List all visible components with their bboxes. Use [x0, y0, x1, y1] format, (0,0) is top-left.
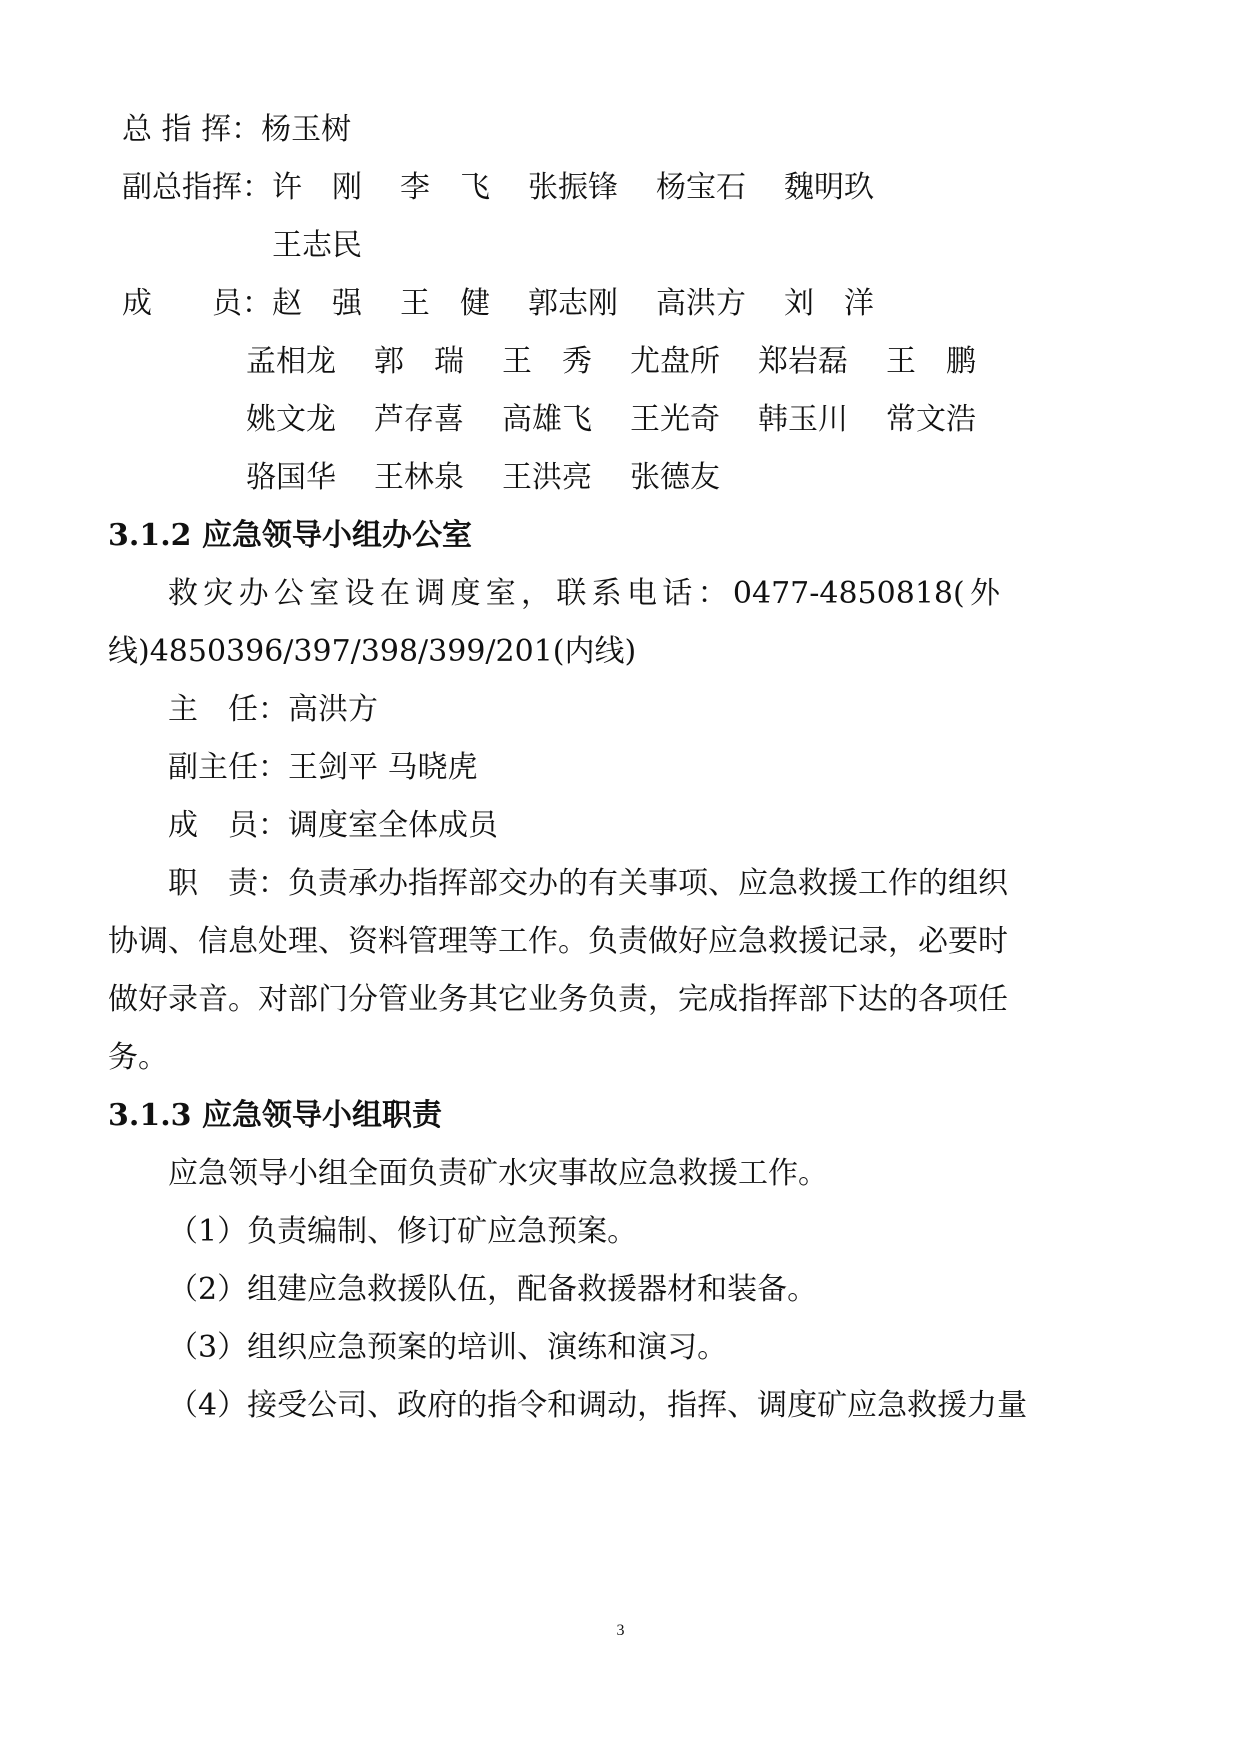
member-name: 刘 洋 — [784, 286, 874, 321]
member-name: 王 健 — [400, 286, 490, 321]
responsibility-item: （2）组建应急救援队伍，配备救援器材和装备。 — [168, 1272, 818, 1307]
deputy-label: 副总指挥： — [122, 170, 272, 205]
deputy-line-2 — [272, 226, 362, 266]
member-name: 高雄飞 — [502, 402, 592, 437]
member-name: 高洪方 — [656, 286, 746, 321]
member-name: 赵 强 — [272, 286, 362, 321]
commander-label: 总 指 挥： — [122, 112, 262, 147]
responsibility-item: （1）负责编制、修订矿应急预案。 — [168, 1214, 638, 1249]
deputy-name: 魏明玖 — [784, 170, 874, 205]
office-members: 成 员：调度室全体成员 — [168, 808, 498, 843]
member-name: 韩玉川 — [758, 402, 848, 437]
member-name: 王 秀 — [502, 344, 592, 379]
office-line-1: 救灾办公室设在调度室，联系电话：0477-4850818(外 — [168, 576, 1000, 611]
members-line-3 — [246, 400, 1014, 440]
member-name: 常文浩 — [886, 402, 976, 437]
member-name: 郭志刚 — [528, 286, 618, 321]
duty-line-4: 务。 — [108, 1040, 168, 1075]
responsibility-item: （3）组织应急预案的培训、演练和演习。 — [168, 1330, 728, 1365]
deputy-name: 许 刚 — [272, 170, 362, 205]
member-name: 张德友 — [630, 460, 720, 495]
deputy-line-1 — [122, 168, 912, 208]
member-name: 王林泉 — [374, 460, 464, 495]
members-line-4 — [246, 458, 758, 498]
commander-line — [122, 110, 351, 150]
member-name: 王洪亮 — [502, 460, 592, 495]
members-line-1 — [122, 284, 912, 324]
members-label: 成 员： — [122, 286, 272, 321]
member-name: 孟相龙 — [246, 344, 336, 379]
member-name: 郭 瑞 — [374, 344, 464, 379]
deputy-name: 王志民 — [272, 228, 362, 263]
commander-name: 杨玉树 — [261, 112, 352, 147]
section-heading-312: 3.1.2 应急领导小组办公室 — [108, 518, 472, 553]
responsibility-item: （4）接受公司、政府的指令和调动，指挥、调度矿应急救援力量 — [168, 1388, 1028, 1423]
office-deputy-director: 副主任：王剑平 马晓虎 — [168, 750, 478, 785]
office-director: 主 任：高洪方 — [168, 692, 378, 727]
members-line-2 — [246, 342, 1014, 382]
member-name: 尤盘所 — [630, 344, 720, 379]
member-name: 骆国华 — [246, 460, 336, 495]
duty-line-1: 职 责：负责承办指挥部交办的有关事项、应急救援工作的组织 — [168, 866, 1008, 901]
member-name: 王光奇 — [630, 402, 720, 437]
duty-line-3: 做好录音。对部门分管业务其它业务负责，完成指挥部下达的各项任 — [108, 982, 1008, 1017]
responsibility-intro: 应急领导小组全面负责矿水灾事故应急救援工作。 — [168, 1156, 828, 1191]
office-line-2: 线)4850396/397/398/399/201(内线) — [108, 634, 637, 669]
page-number: 3 — [616, 1622, 625, 1639]
section-heading-313: 3.1.3 应急领导小组职责 — [108, 1098, 442, 1133]
deputy-name: 张振锋 — [528, 170, 618, 205]
member-name: 芦存喜 — [374, 402, 464, 437]
member-name: 姚文龙 — [246, 402, 336, 437]
member-name: 王 鹏 — [886, 344, 976, 379]
member-name: 郑岩磊 — [758, 344, 848, 379]
deputy-name: 杨宝石 — [656, 170, 746, 205]
deputy-name: 李 飞 — [400, 170, 490, 205]
duty-line-2: 协调、信息处理、资料管理等工作。负责做好应急救援记录，必要时 — [108, 924, 1008, 959]
